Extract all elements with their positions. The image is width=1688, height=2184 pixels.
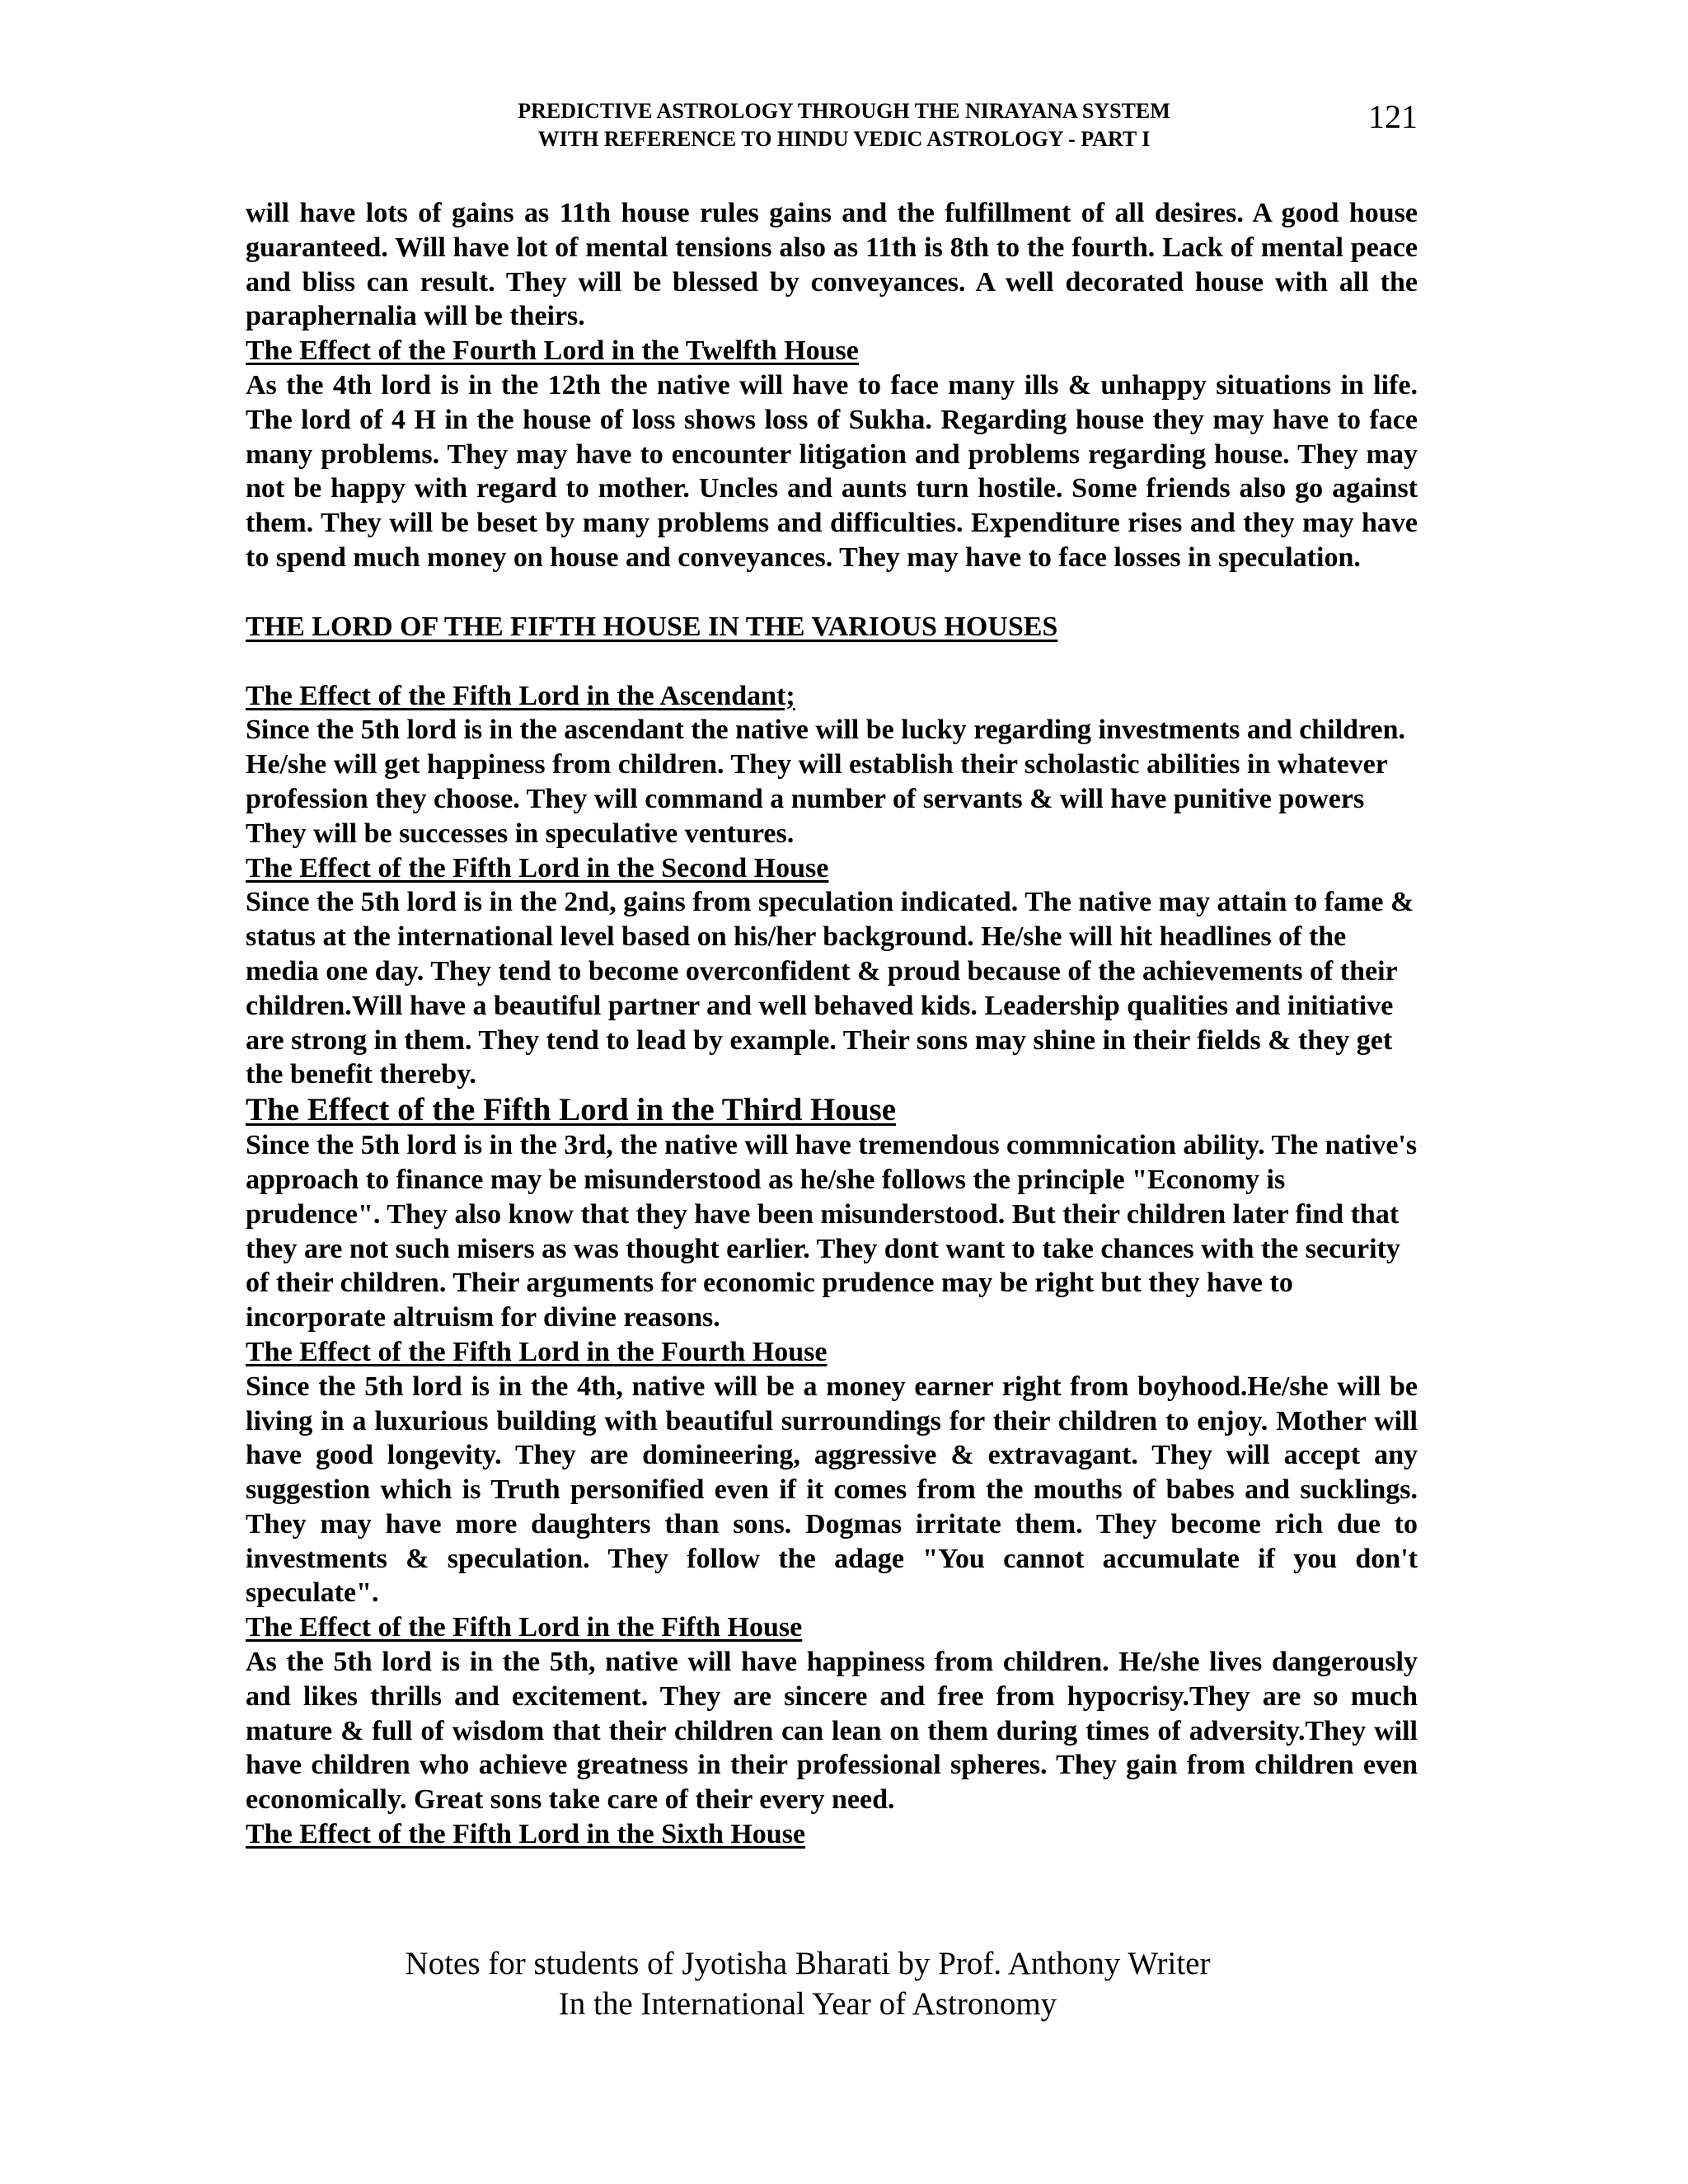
page-body <box>246 196 1418 1852</box>
paragraph-fifth-lord-fourth-house: Since the 5th lord is in the 4th, native will be a money earner right from boyhood.He/she will be living in a luxurious building with beautiful surroundings for their children to enjoy. Mother will have good longevity. They are domineering, aggressive & extravagant. They will accept any suggestion which is Truth personified even if it comes from the mouths of babes and sucklings. They may have more daughters than sons. Dogmas irritate them. They become rich due to investments & speculation. They follow the adage "You cannot accumulate if you don't speculate". <box>246 1371 1418 1609</box>
heading-fifth-lord-fourth-house: The Effect of the Fifth Lord in the Fourth House <box>246 1336 828 1367</box>
paragraph-fifth-lord-ascendant: Since the 5th lord is in the ascendant the native will be lucky regarding investments and children. He/she will get happiness from children. They will establish their scholastic abilities in whatever profession they choose. They will command a number of servants & will have punitive powers They will be successes in speculative ventures. <box>246 715 1405 849</box>
page-footer <box>0 1943 1615 2024</box>
footer-line-2: In the International Year of Astronomy <box>558 1986 1057 2022</box>
paragraph-fifth-lord-second-house: Since the 5th lord is in the 2nd, gains from speculation indicated. The native may attain to fame & status at the international level based on his/her background. He/she will hit headlines of the media one day. They tend to become overconfident & proud because of the achievements of their children.Will have a beautiful partner and well behaved kids. Leadership qualities and initiative are strong in them. They tend to lead by example. Their sons may shine in their fields & they get the benefit thereby. <box>246 887 1414 1090</box>
intro-paragraph: will have lots of gains as 11th house rules gains and the fulfillment of all desires. A good house guaranteed. Will have lot of mental tensions also as 11th is 8th to the fourth. Lack of mental peace and bliss can result. They will be blessed by conveyances. A well decorated house with all the paraphernalia will be theirs. <box>246 198 1418 332</box>
header-title-line-1: PREDICTIVE ASTROLOGY THROUGH THE NIRAYANA SYSTEM <box>518 99 1170 123</box>
heading-fifth-lord-fifth-house: The Effect of the Fifth Lord in the Fifth House <box>246 1612 803 1643</box>
paragraph-fifth-lord-third-house: Since the 5th lord is in the 3rd, the native will have tremendous commnication ability. The native's approach to finance may be misunderstood as he/she follows the principle "Economy is prudence". They also know that they have been misunderstood. But their children later find that they are not such misers as was thought earlier. They dont want to take chances with the security of their children. Their arguments for economic prudence may be right but they have to incorporate altruism for divine reasons. <box>246 1130 1418 1333</box>
heading-fifth-lord-second-house: The Effect of the Fifth Lord in the Second House <box>246 852 829 883</box>
section-title: THE LORD OF THE FIFTH HOUSE IN THE VARIOUS HOUSES <box>246 611 1058 642</box>
heading-fifth-lord-third-house: The Effect of the Fifth Lord in the Third House <box>246 1092 897 1128</box>
page-number: 121 <box>1368 98 1418 135</box>
paragraph-fifth-lord-fifth-house: As the 5th lord is in the 5th, native will have happiness from children. He/she lives dangerously and likes thrills and excitement. They are sincere and free from hypocrisy.They are so much mature & full of wisdom that their children can lean on them during times of adversity.They will have children who achieve greatness in their professional spheres. They gain from children even economically. Great sons take care of their every need. <box>246 1647 1418 1816</box>
footer-line-1: Notes for students of Jyotisha Bharati by Prof. Anthony Writer <box>405 1946 1211 1981</box>
header-title-line-2: WITH REFERENCE TO HINDU VEDIC ASTROLOGY - PART I <box>537 127 1151 151</box>
paragraph-fourth-lord-twelfth-house: As the 4th lord is in the 12th the native will have to face many ills & unhappy situations in life. The lord of 4 H in the house of loss shows loss of Sukha. Regarding house they may have to face many problems. They may have to encounter litigation and problems regarding house. They may not be happy with regard to mother. Uncles and aunts turn hostile. Some friends also go against them. They will be beset by many problems and difficulties. Expenditure rises and they may have to spend much money on house and conveyances. They may have to face losses in speculation. <box>246 369 1418 573</box>
running-header <box>0 97 1688 153</box>
heading-fourth-lord-twelfth-house: The Effect of the Fourth Lord in the Twelfth House <box>246 335 859 367</box>
heading-fifth-lord-sixth-house: The Effect of the Fifth Lord in the Sixth House <box>246 1819 806 1850</box>
heading-fifth-lord-ascendant: The Effect of the Fifth Lord in the Ascendant; <box>246 680 795 711</box>
